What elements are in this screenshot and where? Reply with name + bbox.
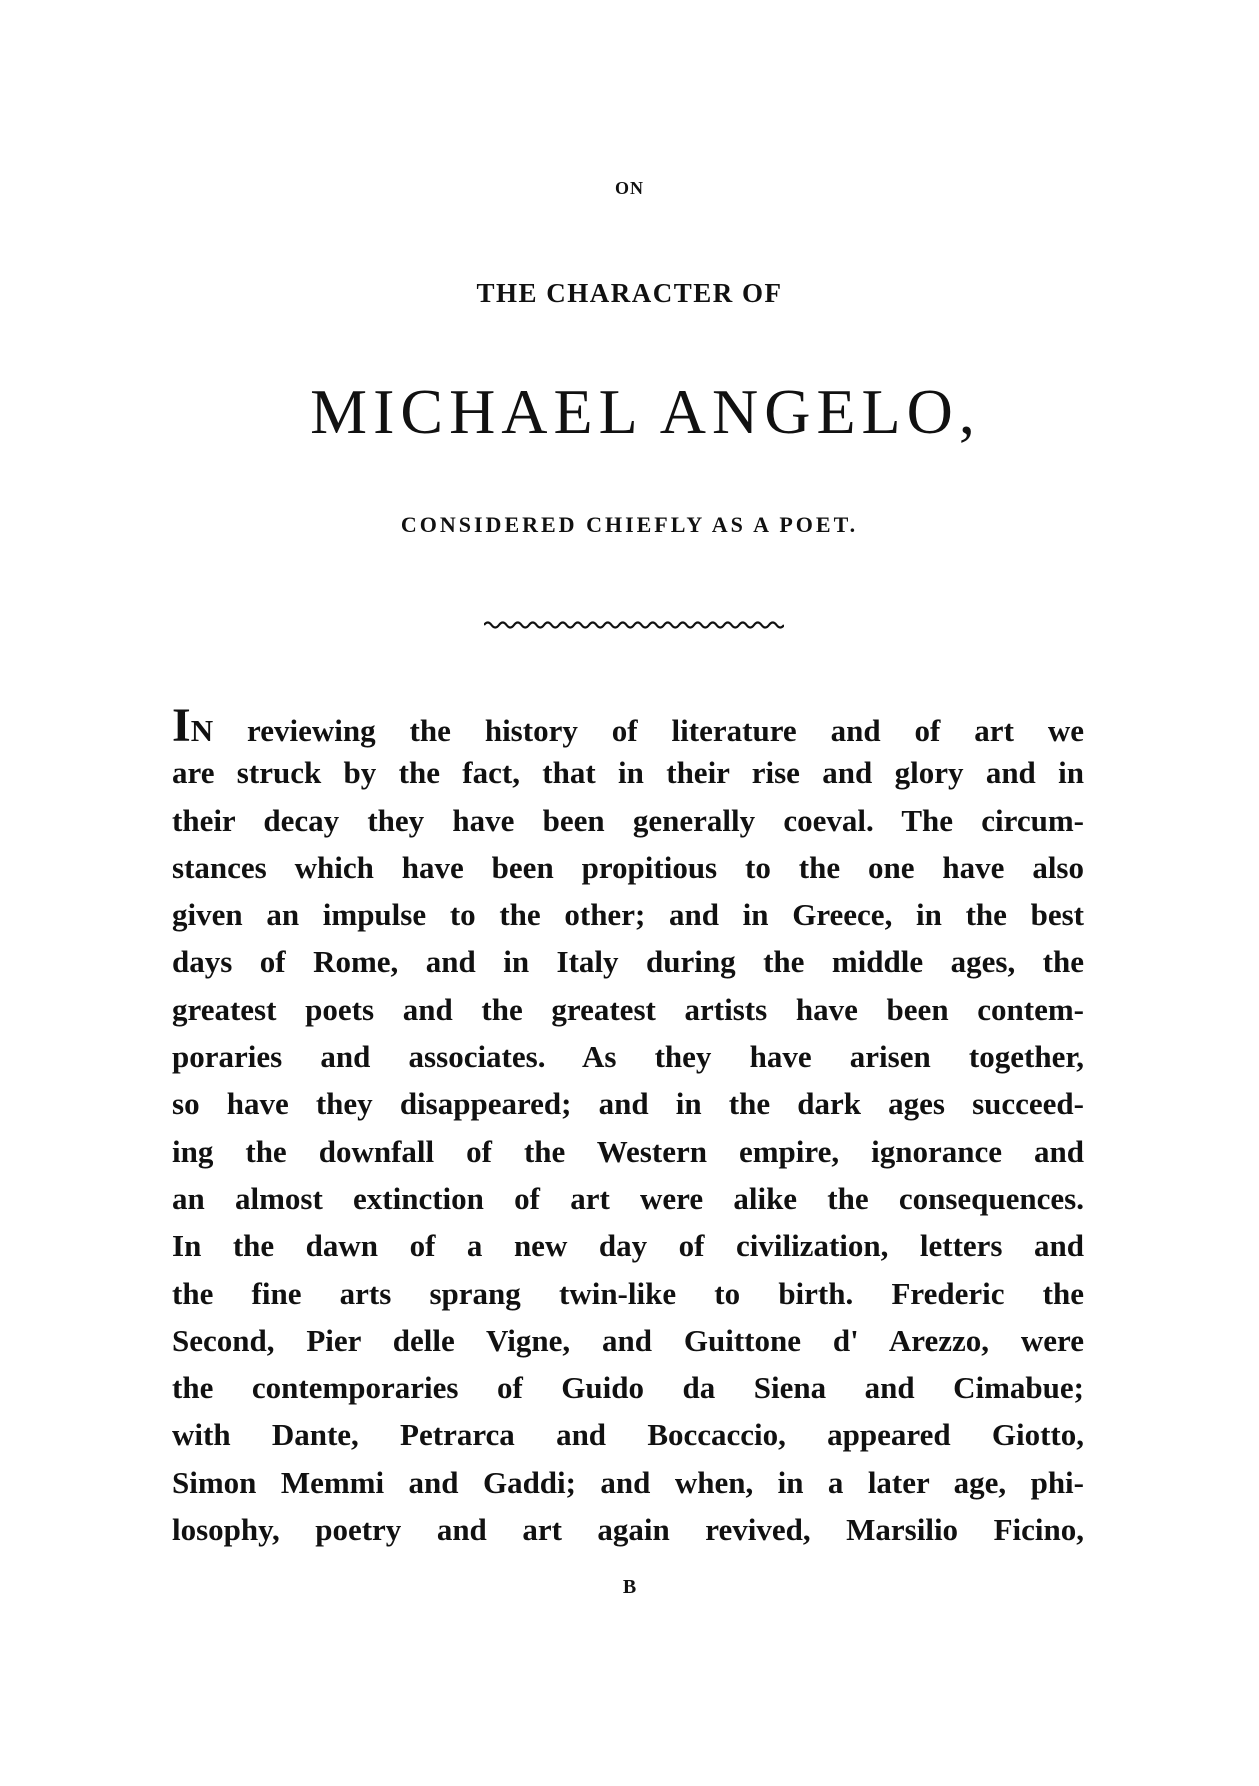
body-line: greatest poets and the greatest artists have been contem-	[172, 991, 1084, 1027]
signature-mark: B	[622, 1576, 637, 1598]
body-line: stances which have been propitious to the one have also	[172, 849, 1084, 885]
first-line-text: N reviewing the history of literature and of art we	[190, 713, 1084, 748]
page-subtitle: CONSIDERED CHIEFLY AS A POET.	[400, 512, 859, 537]
body-line: given an impulse to the other; and in Greece, in the best	[172, 897, 1084, 933]
body-line: poraries and associates. As they have arisen together,	[172, 1039, 1084, 1075]
body-line: losophy, poetry and art again revived, Marsilio Ficino,	[172, 1512, 1084, 1548]
body-line: the fine arts sprang twin-like to birth. Frederic the	[172, 1275, 1084, 1311]
body-line: Second, Pier delle Vigne, and Guittone d' Arezzo, were	[172, 1322, 1084, 1358]
body-line: Simon Memmi and Gaddi; and when, in a later age, phi-	[172, 1464, 1084, 1500]
body-line: their decay they have been generally coeval. The circum-	[172, 802, 1084, 838]
heading-character-of: THE CHARACTER OF	[476, 278, 783, 308]
page-title: MICHAEL ANGELO,	[310, 376, 981, 447]
body-line: In the dawn of a new day of civilization, letters and	[172, 1228, 1084, 1264]
body-line: so have they disappeared; and in the dark ages succeed-	[172, 1086, 1084, 1122]
drop-cap: I	[172, 699, 191, 752]
body-line-first	[172, 699, 1084, 752]
body-line: with Dante, Petrarca and Boccaccio, appeared Giotto,	[172, 1417, 1084, 1453]
body-line: ing the downfall of the Western empire, ignorance and	[172, 1133, 1084, 1169]
body-paragraph	[172, 699, 1084, 1553]
body-line: an almost extinction of art were alike the consequences.	[172, 1180, 1084, 1216]
body-line: the contemporaries of Guido da Siena and Cimabue;	[172, 1370, 1084, 1406]
body-line: days of Rome, and in Italy during the middle ages, the	[172, 944, 1084, 980]
heading-on: ON	[615, 178, 644, 198]
wavy-rule-ornament	[484, 618, 784, 632]
body-line: are struck by the fact, that in their rise and glory and in	[172, 755, 1084, 791]
